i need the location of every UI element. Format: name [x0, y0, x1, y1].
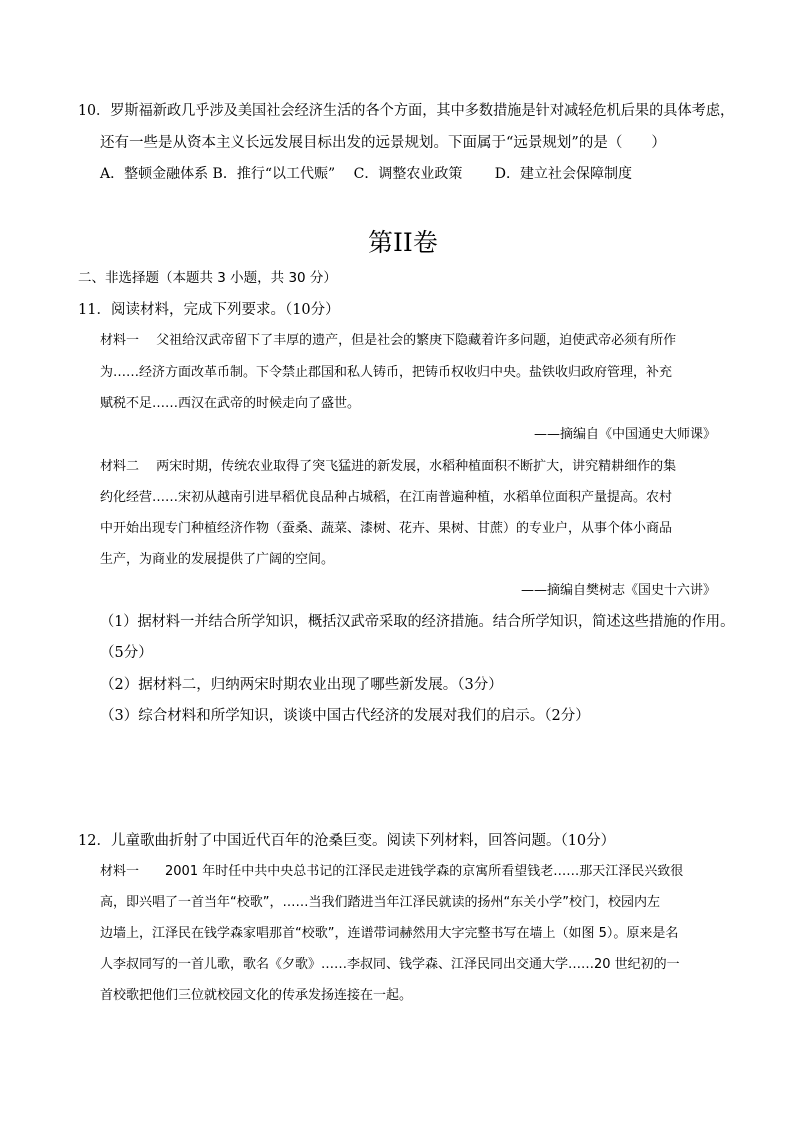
q12-material1-line2: 高，即兴唱了一首当年“校歌”，……当我们踏进当年江泽民就读的扬州“东关小学”校门，校园内左 — [100, 895, 660, 910]
q11-material1-source: ——摘编自《中国通史大师课》 — [533, 427, 716, 442]
q11-material1-line1: 材料一 父祖给汉武帝留下了丰厚的遗产，但是社会的繁庚下隐藏着许多问题，迫使武帝必须有所作 — [100, 333, 677, 348]
q10-options: A．整顿金融体系 B．推行“以工代赈” C．调整农业政策 D．建立社会保障制度 — [100, 166, 632, 182]
q11-material2-line3: 中开始出现专门种植经济作物（蚕桑、蔬菜、漆树、花卉、果树、甘蔗）的专业户，从事个体小商品 — [100, 521, 673, 536]
section-heading: 二、非选择题（本题共 3 小题，共 30 分） — [78, 270, 337, 286]
q11-material1-line3: 赋税不足……西汉在武帝的时候走向了盛世。 — [100, 396, 361, 411]
part-title: 第II卷 — [368, 228, 438, 257]
q12-stem: 12．儿童歌曲折射了中国近代百年的沧桑巨变。阅读下列材料，回答问题。（10分） — [78, 833, 616, 849]
q12-material1-line4: 人李叔同写的一首儿歌，歌名《夕歌》……李叔同、钱学森、江泽民同出交通大学……20 世纪初的一 — [100, 957, 680, 972]
q11-material2-line2: 约化经营……宋初从越南引进早稻优良品种占城稻，在江南普遍种植，水稻单位面积产量提高。农村 — [100, 490, 673, 505]
q12-material1-line3: 边墙上，江泽民在钱学森家唱那首“校歌”，连谱带词赫然用大字完整书写在墙上（如图 5）。原来是名 — [100, 926, 679, 941]
q11-sub1-line1: （1）据材料一并结合所学知识，概括汉武帝采取的经济措施。结合所学知识，简述这些措施的作用。 — [100, 614, 735, 630]
q12-material1-line5: 首校歌把他们三位就校园文化的传承发扬连接在一起。 — [100, 988, 413, 1003]
q10-stem-line1: 10．罗斯福新政几乎涉及美国社会经济生活的各个方面，其中多数措施是针对减轻危机后果的具体考虑， — [78, 103, 735, 119]
q11-stem: 11．阅读材料，完成下列要求。（10分） — [78, 302, 340, 318]
q12-material1-line1: 材料一 2001 年时任中共中央总书记的江泽民走进钱学森的京寓所看望钱老……那天江泽民兴致很 — [100, 864, 684, 879]
q11-sub2: （2）据材料二，归纳两宋时期农业出现了哪些新发展。（3分） — [100, 677, 503, 693]
q11-sub3: （3）综合材料和所学知识，谈谈中国古代经济的发展对我们的启示。（2分） — [100, 708, 590, 724]
q11-material1-line2: 为……经济方面改革币制。下令禁止郡国和私人铸币，把铸币权收归中央。盐铁收归政府管理，补充 — [100, 365, 673, 380]
q10-stem-line2: 还有一些是从资本主义长远发展目标出发的远景规划。下面属于“远景规划”的是（ ） — [100, 135, 666, 151]
q11-material2-source: ——摘编自樊树志《国史十六讲》 — [520, 583, 716, 598]
q11-sub1-line2: （5分） — [100, 645, 153, 661]
q11-material2-line4: 生产，为商业的发展提供了广阔的空间。 — [100, 552, 335, 567]
q11-material2-line1: 材料二 两宋时期，传统农业取得了突飞猛进的新发展，水稻种植面积不断扩大，讲究精耕细作的集 — [100, 459, 677, 474]
